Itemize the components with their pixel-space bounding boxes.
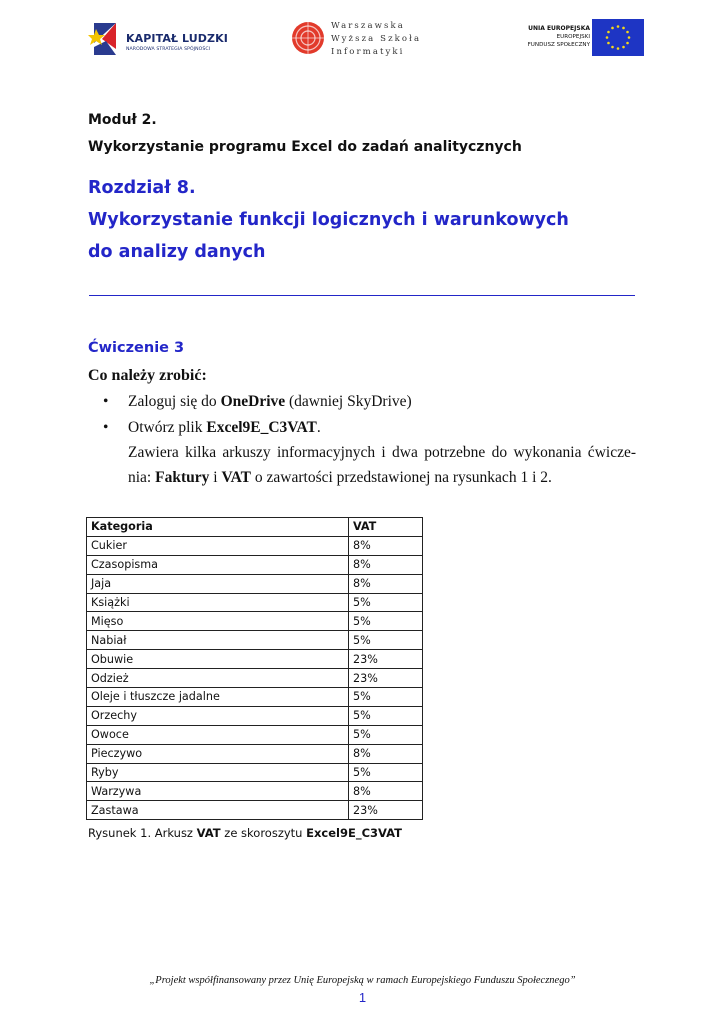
bullet-text: Zaloguj się do OneDrive (dawniej SkyDrive) (128, 393, 412, 410)
onedrive-label: OneDrive (220, 393, 286, 410)
eu-star-icon (607, 42, 610, 45)
cell-vat: 8% (349, 536, 423, 555)
table-row (87, 612, 423, 631)
eu-line1: UNIA EUROPEJSKA (528, 25, 590, 32)
table-row (87, 631, 423, 650)
figure-caption: Rysunek 1. Arkusz VAT ze skoroszytu Excel9E_C3VAT (88, 826, 402, 840)
eu-line2: EUROPEJSKI (556, 34, 590, 40)
wwsi-sphere-icon (291, 20, 325, 56)
cell-vat: 8% (349, 744, 423, 763)
module-title: Wykorzystanie programu Excel do zadań analitycznych (88, 139, 522, 155)
eu-line3: FUNDUSZ SPOŁECZNY (527, 42, 590, 48)
bullet-dot: • (103, 393, 109, 410)
cell-category: Zastawa (87, 801, 349, 820)
cell-category: Cukier (87, 536, 349, 555)
eu-star-icon (607, 31, 610, 34)
todo-heading: Co należy zrobić: (88, 367, 207, 384)
eu-flag-icon (592, 19, 644, 56)
cell-vat: 5% (349, 688, 423, 707)
table-row (87, 555, 423, 574)
module-label: Moduł 2. (88, 112, 157, 128)
vat-table (86, 517, 423, 820)
heading-divider (89, 295, 635, 296)
chapter-title-line2: do analizy danych (88, 242, 266, 262)
filename-label: Excel9E_C3VAT (206, 419, 317, 436)
cell-category: Ryby (87, 763, 349, 782)
eu-star-icon (611, 27, 614, 30)
table-row (87, 669, 423, 688)
eu-star-icon (611, 46, 614, 49)
table-row (87, 801, 423, 820)
table-row (87, 782, 423, 801)
cell-vat: 8% (349, 574, 423, 593)
cell-category: Obuwie (87, 650, 349, 669)
kapital-ludzki-star-icon (88, 19, 122, 59)
column-header-category: Kategoria (87, 518, 349, 537)
cell-category: Warzywa (87, 782, 349, 801)
table-row (87, 763, 423, 782)
cell-vat: 23% (349, 669, 423, 688)
cell-vat: 5% (349, 631, 423, 650)
cell-category: Pieczywo (87, 744, 349, 763)
paragraph-line1: Zawiera kilka arkuszy informacyjnych i dwa potrzebne do wykonania ćwicze- (128, 444, 636, 461)
table-row (87, 650, 423, 669)
cell-category: Orzechy (87, 706, 349, 725)
table-row (87, 688, 423, 707)
footer-note: „Projekt współfinansowany przez Unię Europejską w ramach Europejskiego Funduszu Społecznego” (149, 975, 576, 986)
wwsi-line1: Warszawska (331, 21, 405, 31)
cell-vat: 5% (349, 612, 423, 631)
bullet-dot: • (103, 419, 109, 436)
wwsi-line2: Wyższa Szkoła (331, 34, 422, 44)
cell-category: Czasopisma (87, 555, 349, 574)
table-row (87, 593, 423, 612)
eu-logo-text (528, 25, 590, 49)
exercise-heading: Ćwiczenie 3 (88, 340, 185, 356)
cell-vat: 5% (349, 725, 423, 744)
chapter-label: Rozdział 8. (88, 178, 196, 198)
eu-star-icon (622, 27, 625, 30)
paragraph-line2: nia: Faktury i VAT o zawartości przedstawionej na rysunkach 1 i 2. (128, 469, 552, 486)
kapital-ludzki-title: KAPITAŁ LUDZKI (126, 32, 228, 45)
kapital-ludzki-logo (88, 19, 238, 61)
eu-star-icon (617, 25, 620, 28)
eu-logo (514, 19, 644, 59)
table-row (87, 744, 423, 763)
chapter-title-line1: Wykorzystanie funkcji logicznych i warunkowych (88, 210, 569, 230)
kapital-ludzki-subtitle: NARODOWA STRATEGIA SPÓJNOŚCI (126, 47, 211, 52)
faktury-label: Faktury (155, 469, 210, 486)
table-header-row (87, 518, 423, 537)
eu-star-icon (606, 36, 609, 39)
table-row (87, 574, 423, 593)
table-row (87, 536, 423, 555)
cell-category: Nabiał (87, 631, 349, 650)
cell-vat: 8% (349, 782, 423, 801)
eu-star-icon (622, 46, 625, 49)
eu-star-icon (626, 42, 629, 45)
page-number: 1 (358, 990, 367, 1005)
wwsi-logo (291, 20, 426, 60)
eu-star-icon (617, 47, 620, 50)
cell-vat: 5% (349, 593, 423, 612)
cell-category: Mięso (87, 612, 349, 631)
eu-star-icon (626, 31, 629, 34)
cell-vat: 23% (349, 650, 423, 669)
cell-vat: 23% (349, 801, 423, 820)
bullet-text: Otwórz plik Excel9E_C3VAT. (128, 419, 321, 436)
eu-star-icon (628, 36, 631, 39)
cell-category: Jaja (87, 574, 349, 593)
cell-category: Owoce (87, 725, 349, 744)
vat-label: VAT (221, 469, 252, 486)
column-header-vat: VAT (349, 518, 423, 537)
cell-vat: 5% (349, 706, 423, 725)
cell-vat: 5% (349, 763, 423, 782)
wwsi-line3: Informatyki (331, 47, 405, 57)
cell-category: Książki (87, 593, 349, 612)
cell-vat: 8% (349, 555, 423, 574)
cell-category: Oleje i tłuszcze jadalne (87, 688, 349, 707)
table-row (87, 706, 423, 725)
cell-category: Odzież (87, 669, 349, 688)
table-row (87, 725, 423, 744)
